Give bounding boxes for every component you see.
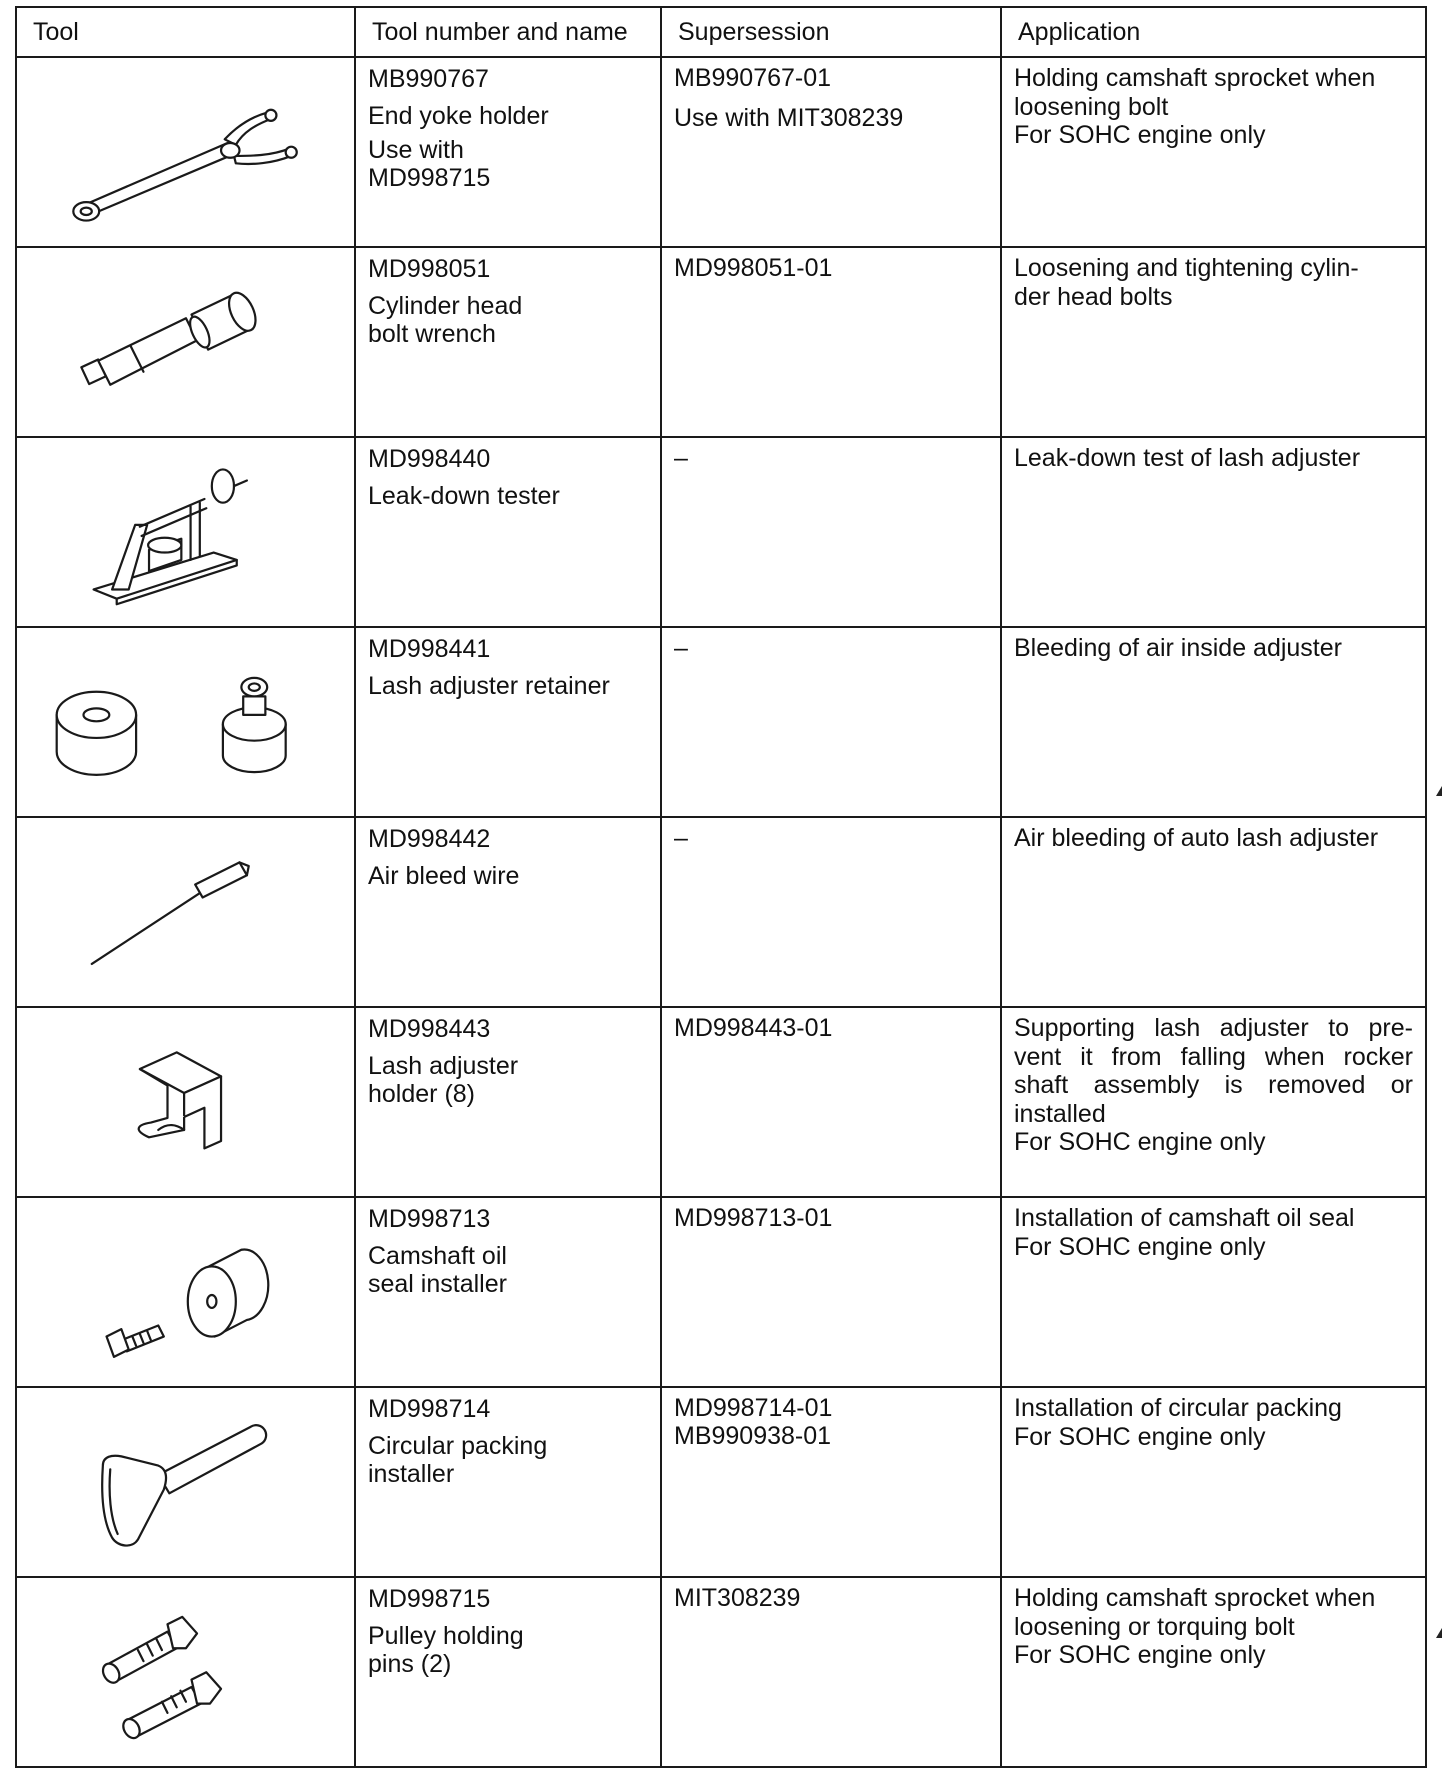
supersession-number: MD998443-01	[674, 1014, 833, 1042]
tool-name: Lash adjuster holder (8)	[368, 1052, 519, 1108]
table-row	[16, 627, 1426, 817]
supersession-number: MD998051-01	[674, 254, 833, 282]
tool-illustration-cell	[16, 1387, 355, 1577]
tool-number-name-cell	[355, 1577, 661, 1767]
application-text: Bleeding of air inside adjuster	[1014, 634, 1342, 662]
tool-number-name-cell	[355, 247, 661, 437]
tool-number-name-cell	[355, 1387, 661, 1577]
tool-name: Leak-down tester	[368, 482, 560, 510]
application-cell	[1001, 57, 1426, 247]
header-application: Application	[1001, 7, 1426, 57]
supersession-cell	[661, 817, 1001, 1007]
tool-illustration-cell	[16, 627, 355, 817]
supersession-cell	[661, 247, 1001, 437]
tool-illustration-cell	[16, 247, 355, 437]
tool-number-name-cell	[355, 57, 661, 247]
application-text: Supporting lash adjuster to pre- vent it from falling when rocker shaft assembly is removed or installed For SOHC engine only	[1014, 1014, 1413, 1156]
circular-packing-installer-icon	[29, 1394, 342, 1576]
tool-number-name-cell	[355, 437, 661, 627]
pulley-holding-pins-icon	[29, 1584, 342, 1766]
tool-number: MB990767	[368, 65, 489, 93]
table-row	[16, 437, 1426, 627]
application-text: Holding camshaft sprocket when loosening bolt For SOHC engine only	[1014, 64, 1376, 149]
application-cell	[1001, 1577, 1426, 1767]
supersession-cell	[661, 627, 1001, 817]
tool-number: MD998714	[368, 1395, 491, 1423]
application-text: Holding camshaft sprocket when loosening or torquing bolt For SOHC engine only	[1014, 1584, 1376, 1669]
end-yoke-holder-icon	[29, 64, 342, 246]
tool-number: MD998713	[368, 1205, 491, 1233]
tool-number: MD998443	[368, 1015, 491, 1043]
application-text: Loosening and tightening cylin- der head bolts	[1014, 254, 1359, 311]
tool-name: Cylinder head bolt wrench	[368, 292, 523, 348]
supersession-note: Use with MIT308239	[674, 104, 904, 132]
supersession-cell	[661, 57, 1001, 247]
tool-name: Pulley holding pins (2)	[368, 1622, 524, 1678]
application-cell	[1001, 817, 1426, 1007]
table-row	[16, 1577, 1426, 1767]
supersession-number: MD998714-01 MB990938-01	[674, 1394, 833, 1450]
supersession-number: –	[674, 444, 688, 472]
header-supersession: Supersession	[661, 7, 1001, 57]
supersession-number: –	[674, 634, 688, 662]
application-text: Leak-down test of lash adjuster	[1014, 444, 1361, 472]
tool-number-name-cell	[355, 1197, 661, 1387]
supersession-cell	[661, 1197, 1001, 1387]
tool-use-with: Use with MD998715	[368, 136, 491, 192]
tool-number-name-cell	[355, 817, 661, 1007]
tool-name: Circular packing installer	[368, 1432, 548, 1488]
table-row	[16, 57, 1426, 247]
tool-number: MD998051	[368, 255, 491, 283]
tool-illustration-cell	[16, 1197, 355, 1387]
application-cell	[1001, 1197, 1426, 1387]
tool-name: End yoke holder	[368, 102, 549, 130]
application-text: Air bleeding of auto lash adjuster	[1014, 824, 1379, 852]
application-text: Installation of circular packing For SOHC engine only	[1014, 1394, 1342, 1451]
table-header-row	[16, 7, 1426, 57]
tool-number-name-cell	[355, 1007, 661, 1197]
tool-number: MD998715	[368, 1585, 491, 1613]
table-row	[16, 1007, 1426, 1197]
tool-illustration-cell	[16, 437, 355, 627]
supersession-cell	[661, 1007, 1001, 1197]
tool-name: Lash adjuster retainer	[368, 672, 610, 700]
tool-number-name-cell	[355, 627, 661, 817]
supersession-number: MD998713-01	[674, 1204, 833, 1232]
supersession-number: MB990767-01	[674, 64, 832, 92]
lash-adjuster-retainer-icon	[29, 634, 342, 816]
scan-mark	[1436, 786, 1442, 796]
leak-down-tester-icon	[29, 444, 342, 626]
table-row	[16, 1387, 1426, 1577]
table-row	[16, 1197, 1426, 1387]
table-row	[16, 247, 1426, 437]
application-cell	[1001, 627, 1426, 817]
supersession-number: –	[674, 824, 688, 852]
tool-illustration-cell	[16, 817, 355, 1007]
special-tools-table	[15, 6, 1427, 1768]
air-bleed-wire-icon	[29, 824, 342, 1006]
table-row	[16, 817, 1426, 1007]
tool-name: Camshaft oil seal installer	[368, 1242, 507, 1298]
camshaft-oil-seal-installer-icon	[29, 1204, 342, 1386]
application-cell	[1001, 247, 1426, 437]
supersession-cell	[661, 437, 1001, 627]
application-cell	[1001, 437, 1426, 627]
supersession-cell	[661, 1387, 1001, 1577]
tool-name: Air bleed wire	[368, 862, 520, 890]
supersession-cell	[661, 1577, 1001, 1767]
cylinder-head-bolt-wrench-icon	[29, 254, 342, 436]
tool-number: MD998442	[368, 825, 491, 853]
lash-adjuster-holder-icon	[29, 1014, 342, 1196]
tool-illustration-cell	[16, 57, 355, 247]
supersession-number: MIT308239	[674, 1584, 801, 1612]
header-tool-number-and-name: Tool number and name	[355, 7, 661, 57]
application-text: Installation of camshaft oil seal For SOHC engine only	[1014, 1204, 1355, 1261]
application-cell	[1001, 1007, 1426, 1197]
tool-illustration-cell	[16, 1007, 355, 1197]
tool-number: MD998441	[368, 635, 491, 663]
application-cell	[1001, 1387, 1426, 1577]
tool-number: MD998440	[368, 445, 491, 473]
tool-illustration-cell	[16, 1577, 355, 1767]
header-tool: Tool	[16, 7, 355, 57]
scan-mark	[1436, 1628, 1442, 1638]
